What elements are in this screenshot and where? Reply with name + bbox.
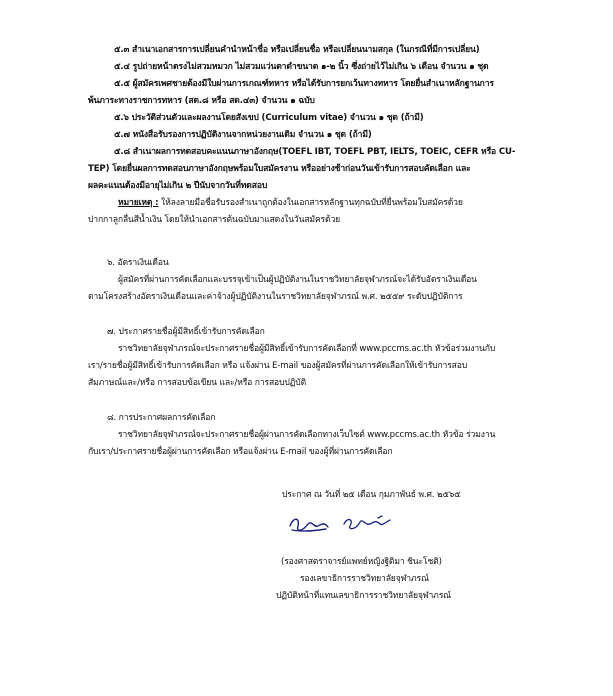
item-5-5-line2: พ้นภาระทางราชการทหาร (สด.๘ หรือ สด.๔๓) จำนวน ๑ ฉบับ xyxy=(88,96,315,106)
note-text: ให้ลงลายมือชื่อรับรองสำเนาถูกต้องในเอกสารหลักฐานทุกฉบับที่ยื่นพร้อมใบสมัครด้วย xyxy=(158,198,463,208)
item-5-8-line1: ๕.๘ สำเนาผลการทดสอบคะแนนภาษาอังกฤษ(TOEFL IBT, TOEFL PBT, IELTS, TOEIC, CEFR หรือ CU- xyxy=(114,147,516,157)
section-8-line1: ราชวิทยาลัยจุฬาภรณ์จะประกาศรายชื่อผู้ผ่านการคัดเลือกทางเว็บไซต์ www.pccms.ac.th หัวข้อ ร่วมงาน xyxy=(118,430,496,440)
section-6-heading: ๖. อัตราเงินเดือน xyxy=(107,258,169,268)
item-5-5-line1: ๕.๕ ผู้สมัครเพศชายต้องมีใบผ่านการเกณฑ์ทหาร หรือได้รับการยกเว้นทางทหาร โดยยื่นสำเนาหลักฐานการ xyxy=(114,79,494,89)
section-8-heading: ๘. การประกาศผลการคัดเลือก xyxy=(107,413,216,423)
section-6-line2: ตามโครงสร้างอัตราเงินเดือนและค่าจ้างผู้ปฏิบัติงานในราชวิทยาลัยจุฬาภรณ์ พ.ศ. ๒๕๕๙ ระดับปฏิบัติการ xyxy=(88,292,463,302)
section-7-line1: ราชวิทยาลัยจุฬาภรณ์จะประกาศรายชื่อผู้มีสิทธิ์เข้ารับการคัดเลือกที่ www.pccms.ac.th หัวข้อร่วมงานกับ xyxy=(118,344,496,354)
item-5-6: ๕.๖ ประวัติส่วนตัวและผลงานโดยสังเขป (Curriculum vitae) จำนวน ๑ ชุด (ถ้ามี) xyxy=(114,113,424,123)
signatory-title-1: รองเลขาธิการราชวิทยาลัยจุฬาภรณ์ xyxy=(300,574,429,584)
section-8-line2: กับเรา/ประกาศรายชื่อผู้ผ่านการคัดเลือก หรือแจ้งผ่าน E-mail ของผู้ที่ผ่านการคัดเลือก xyxy=(88,447,393,457)
item-5-4: ๕.๔ รูปถ่ายหน้าตรงไม่สวมหมวก ไม่สวมแว่นตาดำขนาด ๑-๒ นิ้ว ซึ่งถ่ายไว้ไม่เกิน ๖ เดือน จำนวน ๑ ชุด xyxy=(114,62,489,72)
note-label: หมายเหตุ : xyxy=(118,198,159,208)
item-5-8-line3: ผลคะแนนต้องมีอายุไม่เกิน ๒ ปีนับจากวันที่ทดสอบ xyxy=(88,181,268,191)
signatory-name: (รองศาสตราจารย์แพทย์หญิงฐิติมา ชินะโชติ) xyxy=(281,557,442,567)
item-5-8-line2: TEP) โดยยื่นผลการทดสอบภาษาอังกฤษพร้อมใบสมัครงาน หรืออย่างช้าก่อนวันเข้ารับการสอบคัดเลือก และ xyxy=(88,164,471,174)
item-5-7: ๕.๗ หนังสือรับรองการปฏิบัติงานจากหน่วยงานเดิม จำนวน ๑ ชุด (ถ้ามี) xyxy=(114,130,372,140)
signature-image xyxy=(282,510,402,538)
section-7-line2: เรา/รายชื่อผู้มีสิทธิ์เข้ารับการคัดเลือก หรือ แจ้งผ่าน E-mail ของผู้สมัครที่ผ่านการคัดเลือกให้เข้ารับการสอบ xyxy=(88,361,468,371)
section-6-line1: ผู้สมัครที่ผ่านการคัดเลือกและบรรจุเข้าเป็นผู้ปฏิบัติงานในราชวิทยาลัยจุฬาภรณ์จะได้รับอัตราเงินเดือน xyxy=(118,275,477,285)
announcement-date: ประกาศ ณ วันที่ ๒๕ เดือน กุมภาพันธ์ พ.ศ. ๒๕๖๕ xyxy=(282,490,461,500)
signatory-title-2: ปฏิบัติหน้าที่แทนเลขาธิการราชวิทยาลัยจุฬาภรณ์ xyxy=(276,591,451,601)
item-5-3: ๕.๓ สำเนาเอกสารการเปลี่ยนคำนำหน้าชื่อ หรือเปลี่ยนชื่อ หรือเปลี่ยนนามสกุล (ในกรณีที่มีการเปลี่ยน) xyxy=(114,45,480,55)
note-line2: ปากกาลูกลื่นสีน้ำเงิน โดยให้นำเอกสารต้นฉบับมาแสดงในวันสมัครด้วย xyxy=(88,215,340,225)
section-7-heading: ๗. ประกาศรายชื่อผู้มีสิทธิ์เข้ารับการคัดเลือก xyxy=(107,327,265,337)
section-7-line3: สัมภาษณ์และ/หรือ การสอบข้อเขียน และ/หรือ การสอบปฏิบัติ xyxy=(88,378,307,388)
note-line1 xyxy=(118,197,463,209)
